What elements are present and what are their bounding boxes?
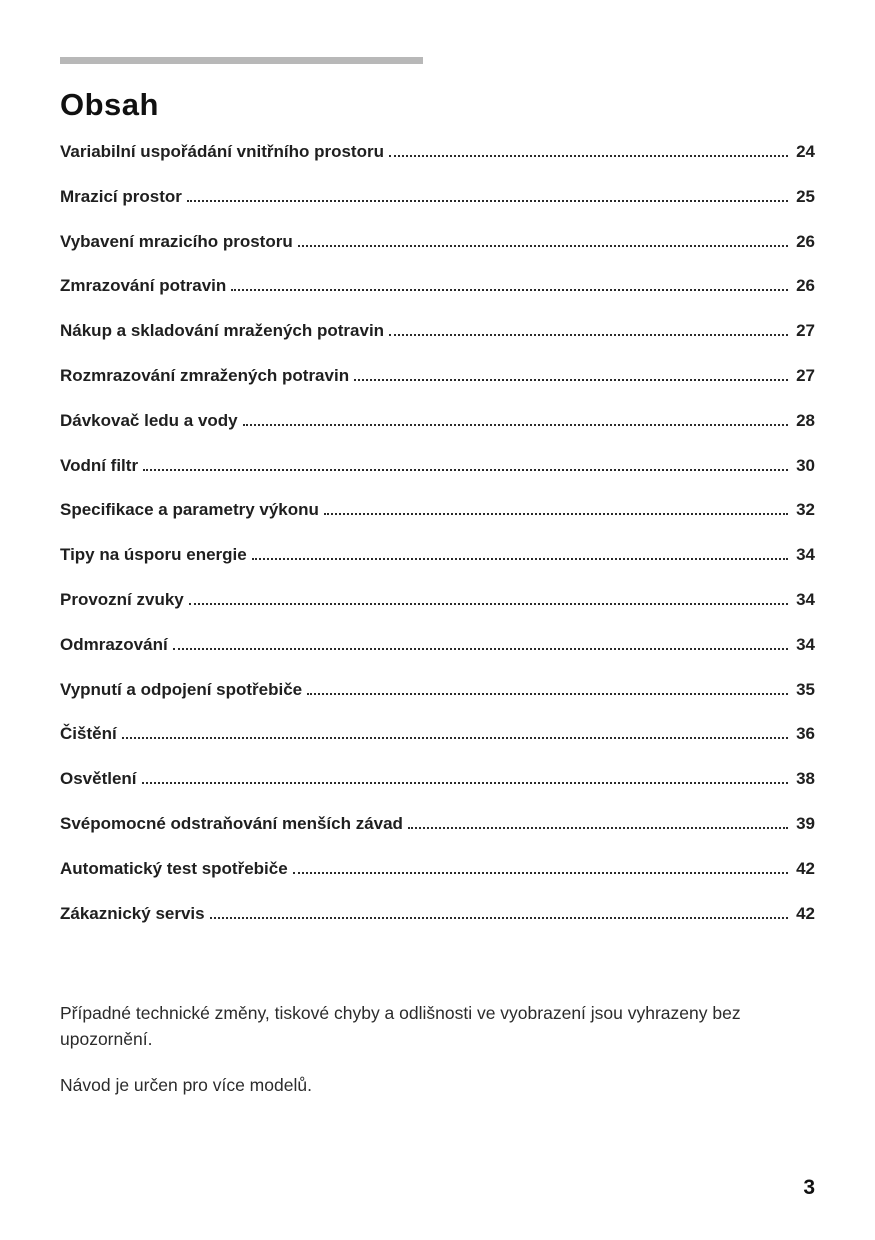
toc-entry-page: 26 xyxy=(796,231,815,251)
toc-dot-leader xyxy=(142,782,789,784)
toc-entry-label: Odmrazování xyxy=(60,634,168,654)
toc-entry-label: Rozmrazování zmražených potravin xyxy=(60,365,350,385)
toc-entry-page: 28 xyxy=(796,410,815,430)
toc-entry xyxy=(60,859,815,904)
toc-dot-leader xyxy=(298,245,788,247)
toc-entry xyxy=(60,232,815,277)
toc-dot-leader xyxy=(293,872,788,874)
toc-entry-label: Dávkovač ledu a vody xyxy=(60,410,238,430)
toc-dot-leader xyxy=(307,693,788,695)
toc-dot-leader xyxy=(143,469,788,471)
models-note: Návod je určen pro více modelů. xyxy=(60,1075,312,1095)
toc-entry-page: 25 xyxy=(796,186,815,206)
toc-entry xyxy=(60,366,815,411)
toc-entry-page: 42 xyxy=(796,903,815,923)
toc-dot-leader xyxy=(354,379,788,381)
disclaimer-note: Případné technické změny, tiskové chyby a odlišnosti ve vyobrazení jsou vyhrazeny bez upozornění. xyxy=(60,1003,741,1049)
toc-entry-page: 34 xyxy=(796,545,815,565)
toc-dot-leader xyxy=(324,513,788,515)
toc-entry-label: Vodní filtr xyxy=(60,455,139,475)
toc-entry-label: Provozní zvuky xyxy=(60,589,184,609)
toc-dot-leader xyxy=(389,334,788,336)
toc-entry-label: Mrazicí prostor xyxy=(60,186,182,206)
title-accent-bar xyxy=(60,57,423,64)
toc-dot-leader xyxy=(252,558,788,560)
toc-entry-page: 39 xyxy=(796,813,815,833)
toc-entry-page: 26 xyxy=(796,276,815,296)
toc-entry xyxy=(60,321,815,366)
toc-entry-label: Zmrazování potravin xyxy=(60,276,227,296)
toc-entry-label: Tipy na úsporu energie xyxy=(60,545,247,565)
toc-entry xyxy=(60,411,815,456)
toc-dot-leader xyxy=(173,648,788,650)
toc-entry-page: 38 xyxy=(796,769,815,789)
toc-entry-label: Svépomocné odstraňování menších závad xyxy=(60,813,403,833)
toc-entry-page: 36 xyxy=(796,724,815,744)
toc-entry xyxy=(60,814,815,859)
toc-entry-label: Čištění xyxy=(60,724,117,744)
toc-entry-page: 24 xyxy=(796,142,815,161)
toc-entry-page: 34 xyxy=(796,589,815,609)
toc-entry-label: Nákup a skladování mražených potravin xyxy=(60,321,385,341)
toc-list xyxy=(60,142,815,948)
toc-entry xyxy=(60,456,815,501)
toc-dot-leader xyxy=(122,737,788,739)
toc-entry-page: 27 xyxy=(796,321,815,341)
footer-notes xyxy=(60,1000,800,1098)
toc-entry xyxy=(60,904,815,949)
toc-entry-label: Variabilní uspořádání vnitřního prostoru xyxy=(60,142,384,161)
toc-entry xyxy=(60,187,815,232)
toc-entry-page: 34 xyxy=(796,634,815,654)
toc-entry-label: Vypnutí a odpojení spotřebiče xyxy=(60,679,303,699)
toc-entry xyxy=(60,500,815,545)
toc-entry-label: Automatický test spotřebiče xyxy=(60,858,288,878)
toc-entry xyxy=(60,590,815,635)
toc-dot-leader xyxy=(187,200,788,202)
toc-entry xyxy=(60,276,815,321)
toc-entry-page: 30 xyxy=(796,455,815,475)
toc-entry-page: 27 xyxy=(796,365,815,385)
toc-dot-leader xyxy=(189,603,788,605)
page-number: 3 xyxy=(803,1176,815,1199)
toc-entry xyxy=(60,769,815,814)
toc-entry-page: 32 xyxy=(796,500,815,520)
toc-entry-label: Specifikace a parametry výkonu xyxy=(60,500,319,520)
toc-entry-label: Zákaznický servis xyxy=(60,903,205,923)
toc-entry xyxy=(60,680,815,725)
toc-entry-label: Osvětlení xyxy=(60,769,137,789)
toc-dot-leader xyxy=(389,155,788,157)
toc-entry xyxy=(60,545,815,590)
toc-entry xyxy=(60,142,815,187)
toc-entry-page: 35 xyxy=(796,679,815,699)
toc-dot-leader xyxy=(210,917,788,919)
toc-entry-page: 42 xyxy=(796,858,815,878)
toc-entry xyxy=(60,724,815,769)
toc-dot-leader xyxy=(231,289,788,291)
page-title: Obsah xyxy=(60,86,159,122)
toc-entry xyxy=(60,635,815,680)
toc-entry-label: Vybavení mrazicího prostoru xyxy=(60,231,293,251)
toc-dot-leader xyxy=(408,827,788,829)
toc-dot-leader xyxy=(243,424,788,426)
